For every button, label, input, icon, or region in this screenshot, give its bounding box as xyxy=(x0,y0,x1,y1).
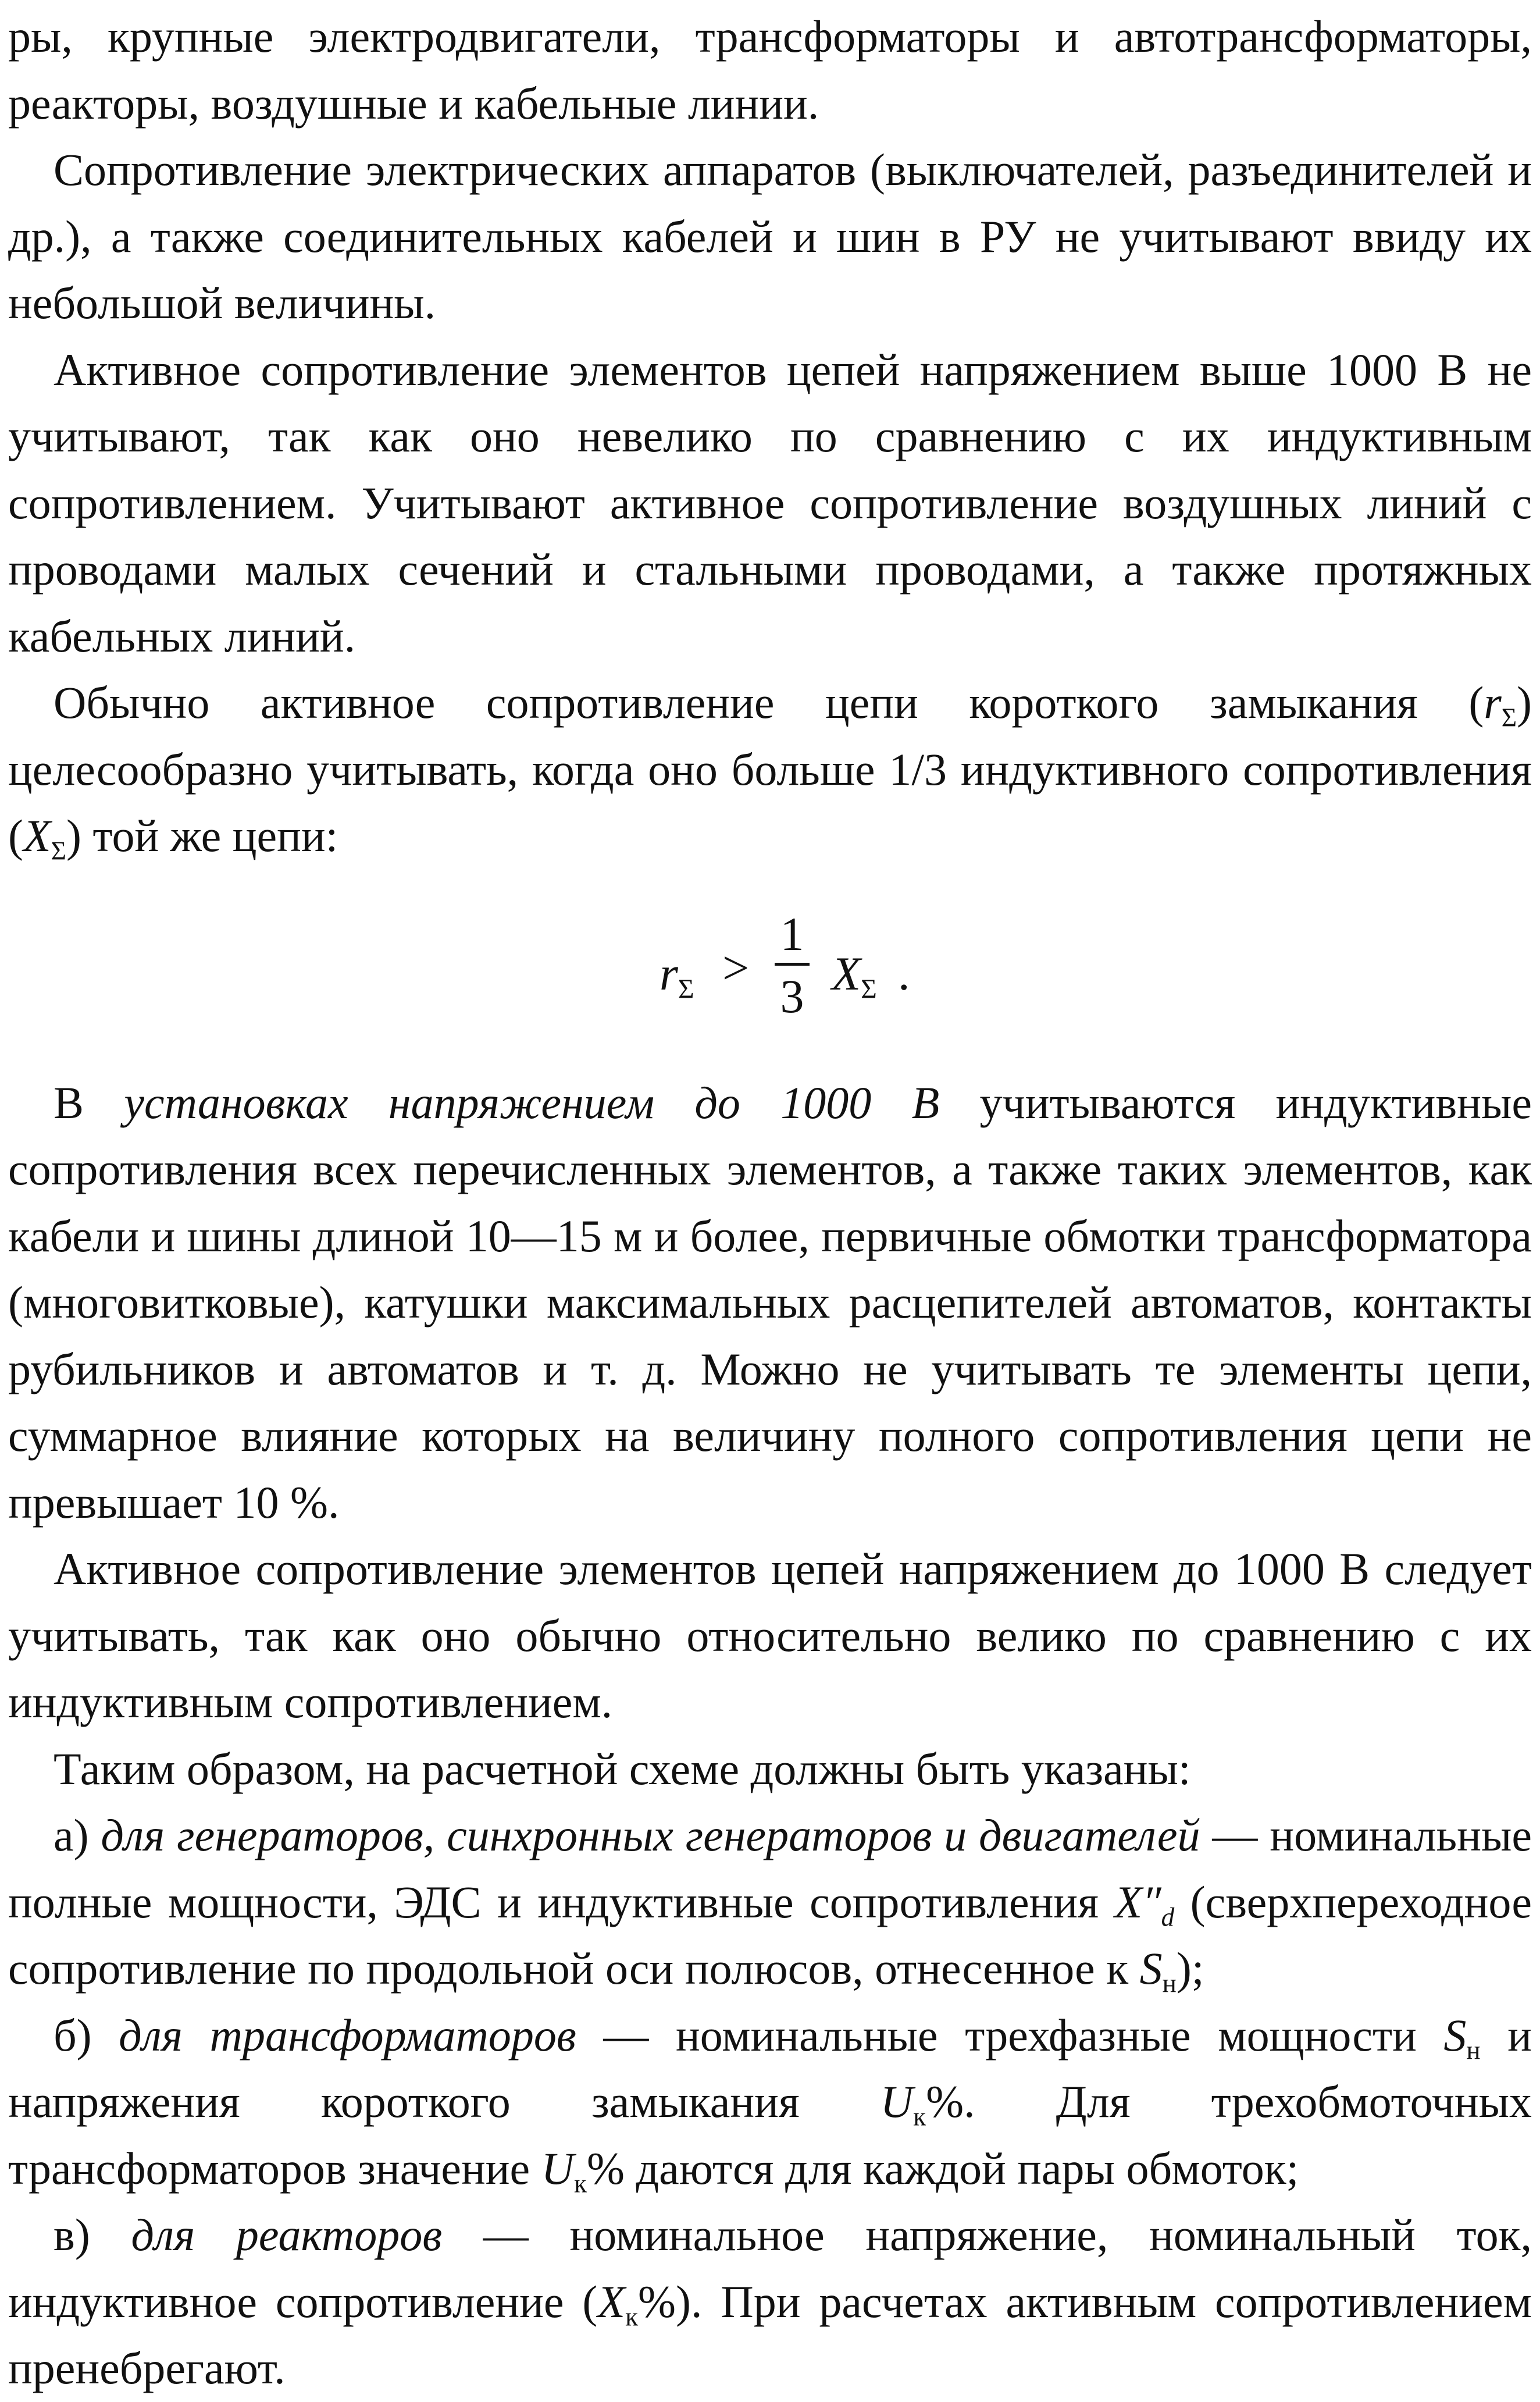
formula-rhs-symbol: X xyxy=(832,946,861,1000)
paragraph-7 xyxy=(8,1736,1532,1803)
symbol-uk-subscript: к xyxy=(913,2102,926,2131)
list-item-c-text-a: — номинальное напряжение, номинальный ток, индуктивное сопротивление ( xyxy=(8,2209,1532,2327)
list-item-b-text-b: и напряжения короткого замыкания xyxy=(8,2009,1532,2127)
formula-lhs-symbol: r xyxy=(660,946,678,1000)
symbol-uk: U xyxy=(880,2076,914,2127)
document-page xyxy=(8,3,1532,2402)
list-item-c xyxy=(8,2202,1532,2402)
formula-end-period: . xyxy=(898,946,910,1000)
formula-rhs xyxy=(832,946,877,1005)
paragraph-5 xyxy=(8,1070,1532,1536)
symbol-x: X xyxy=(23,810,51,861)
list-item-a-italic: для генераторов, синхронных генераторов и двигателей xyxy=(101,1810,1200,1860)
list-item-b-italic: для трансформаторов xyxy=(119,2009,576,2061)
symbol-r-subscript: Σ xyxy=(1501,703,1517,732)
paragraph-3-text: Активное сопротивление элементов цепей напряжением выше 1000 В не учитывают, так как оно невелико по сравнению с их индуктивным сопротивлением. Учитывают активное сопротивление воздушных линий с проводами малых сечений и стальными проводами, а также протяжных кабельных линий. xyxy=(8,344,1532,661)
paragraph-5-lead: В xyxy=(54,1077,124,1128)
list-item-a xyxy=(8,1802,1532,2002)
formula-denominator: 3 xyxy=(780,969,804,1023)
list-item-a-marker: а) xyxy=(54,1810,101,1860)
symbol-sn: S xyxy=(1443,2009,1467,2061)
paragraph-6 xyxy=(8,1536,1532,1736)
paragraph-3 xyxy=(8,337,1532,670)
formula-fraction xyxy=(775,907,810,1023)
symbol-uk-subscript: к xyxy=(574,2168,587,2198)
symbol-sn-subscript: н xyxy=(1466,2035,1481,2065)
list-item-b-text-a: — номинальные трехфазные мощности xyxy=(576,2009,1444,2061)
formula-numerator: 1 xyxy=(780,907,804,960)
paragraph-4-text-c: ) той же цепи: xyxy=(66,810,338,861)
symbol-xd-subscript: d xyxy=(1161,1902,1175,1931)
paragraph-1 xyxy=(8,3,1532,137)
list-item-b-text-c: %. Для трехобмоточных трансформаторов значение xyxy=(8,2076,1532,2194)
paragraph-4-text-a: Обычно активное сопротивление цепи короткого замыкания ( xyxy=(54,677,1484,728)
list-item-a-text-c: ); xyxy=(1176,1943,1204,1994)
symbol-xk-subscript: к xyxy=(625,2301,639,2331)
list-item-a-text-a: — номинальные полные мощности, ЭДС и индуктивные сопротивления xyxy=(8,1810,1532,1927)
symbol-r: r xyxy=(1484,677,1502,728)
formula-block xyxy=(8,870,1532,1070)
symbol-sn-subscript: н xyxy=(1162,1969,1177,1998)
symbol-sn: S xyxy=(1139,1943,1163,1994)
formula-lhs-subscript: Σ xyxy=(678,974,694,1005)
symbol-xk: X xyxy=(597,2276,626,2327)
paragraph-5-italic: установках напряжением до 1000 В xyxy=(124,1077,940,1128)
symbol-xd: X″ xyxy=(1114,1876,1161,1927)
paragraph-6-text: Активное сопротивление элементов цепей напряжением до 1000 В следует учитывать, так как оно обычно относительно велико по сравнению с их индуктивным сопротивлением. xyxy=(8,1543,1532,1727)
list-item-c-marker: в) xyxy=(54,2209,131,2260)
paragraph-4 xyxy=(8,670,1532,870)
list-item-b-text-d: % даются для каждой пары обмоток; xyxy=(586,2143,1299,2194)
symbol-uk: U xyxy=(541,2143,574,2194)
fraction-bar xyxy=(775,963,810,966)
paragraph-7-text: Таким образом, на расчетной схеме должны быть указаны: xyxy=(54,1743,1191,1794)
formula-rhs-subscript: Σ xyxy=(861,974,877,1005)
paragraph-1-text: ры, крупные электродвигатели, трансформаторы и автотрансформаторы, реакторы, воздушные и кабельные линии. xyxy=(8,11,1532,129)
paragraph-4-text-b: ) целесообразно учитывать, когда оно больше 1/3 индуктивного сопротивления ( xyxy=(8,677,1532,861)
list-item-c-text-b: %). При расчетах активным сопротивлением пренебрегают. xyxy=(8,2276,1532,2393)
list-item-a-text-b: (сверхпереходное сопротивление по продольной оси полюсов, отнесенное к xyxy=(8,1876,1532,1994)
formula-lhs xyxy=(660,946,694,1005)
list-item-b xyxy=(8,2002,1532,2202)
symbol-x-subscript: Σ xyxy=(51,836,66,866)
list-item-c-italic: для реакторов xyxy=(131,2209,443,2260)
paragraph-2 xyxy=(8,137,1532,337)
list-item-b-marker: б) xyxy=(54,2009,119,2061)
formula-operator: > xyxy=(722,941,750,994)
paragraph-2-text: Сопротивление электрических аппаратов (выключателей, разъединителей и др.), а также соединительных кабелей и шин в РУ не учитывают ввиду их небольшой величины. xyxy=(8,144,1532,328)
paragraph-5-text: учитываются индуктивные сопротивления всех перечисленных элементов, а также таких элементов, как кабели и шины длиной 10—15 м и более, первичные обмотки трансформатора (многовитковые), катушки максимальных расцепителей автоматов, контакты рубильников и автоматов и т. д. Можно не учитывать те элементы цепи, суммарное влияние которых на величину полного сопротивления цепи не превышает 10 %. xyxy=(8,1077,1532,1528)
